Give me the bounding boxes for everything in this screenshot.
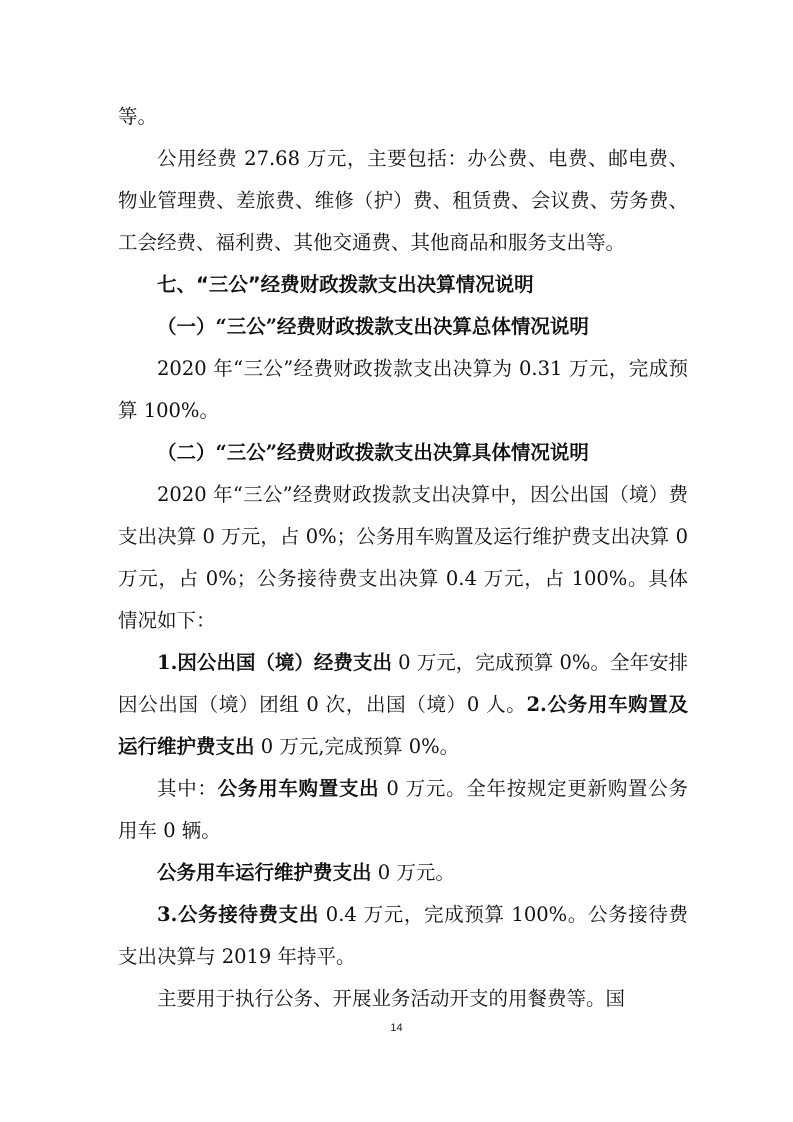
vehicle-operation-text: 0 万元。	[371, 861, 455, 884]
item-vehicle-text: 0 万元,完成预算 0%。	[254, 735, 460, 758]
item-overseas-text: 0 万元，完成预算 0%。全年安排因公出国（境）团组 0 次，出国（境）0 人。	[118, 651, 689, 716]
paragraph-overseas-and-vehicle	[118, 642, 688, 768]
item-vehicle-label: 2.公务用车购置及运行维护费支出	[118, 693, 688, 758]
vehicle-purchase-text: 0 万元。全年按规定更新购置公务用车 0 辆。	[118, 777, 688, 842]
subsection-heading-detail: （二）“三公”经费财政拨款支出决算具体情况说明	[157, 441, 589, 464]
reception-label: 3.公务接待费支出	[157, 903, 319, 926]
paragraph-reception-usage: 主要用于执行公务、开展业务活动开支的用餐费等。国	[157, 987, 626, 1010]
section-heading-seven: 七、“三公”经费财政拨款支出决算情况说明	[157, 273, 534, 296]
vehicle-purchase-label: 公务用车购置支出	[217, 777, 380, 800]
paragraph-vehicle-purchase	[118, 768, 688, 852]
document-body	[118, 96, 688, 1020]
paragraph-continuation: 等。	[118, 105, 158, 128]
vehicle-purchase-prefix: 其中：	[157, 777, 218, 800]
paragraph-reception	[118, 894, 688, 978]
reception-text: 0.4 万元，完成预算 100%。公务接待费支出决算与 2019 年持平。	[118, 903, 688, 968]
paragraph-vehicle-operation	[118, 852, 688, 894]
subsection-heading-overall: （一）“三公”经费财政拨款支出决算总体情况说明	[157, 315, 589, 338]
vehicle-operation-label: 公务用车运行维护费支出	[157, 861, 372, 884]
page-number: 14	[390, 1022, 403, 1034]
paragraph-public-expenses: 公用经费 27.68 万元，主要包括：办公费、电费、邮电费、物业管理费、差旅费、维修（护）费、租赁费、会议费、劳务费、工会经费、福利费、其他交通费、其他商品和服务支出等。	[118, 147, 688, 254]
paragraph-detail-summary: 2020 年“三公”经费财政拨款支出决算中，因公出国（境）费支出决算 0 万元，占 0%；公务用车购置及运行维护费支出决算 0 万元，占 0%；公务接待费支出决算 0.4 万元，占 100%。具体情况如下：	[118, 483, 688, 632]
item-overseas-label: 1.因公出国（境）经费支出	[157, 651, 392, 674]
paragraph-overall-total: 2020 年“三公”经费财政拨款支出决算为 0.31 万元，完成预算 100%。	[118, 357, 688, 422]
